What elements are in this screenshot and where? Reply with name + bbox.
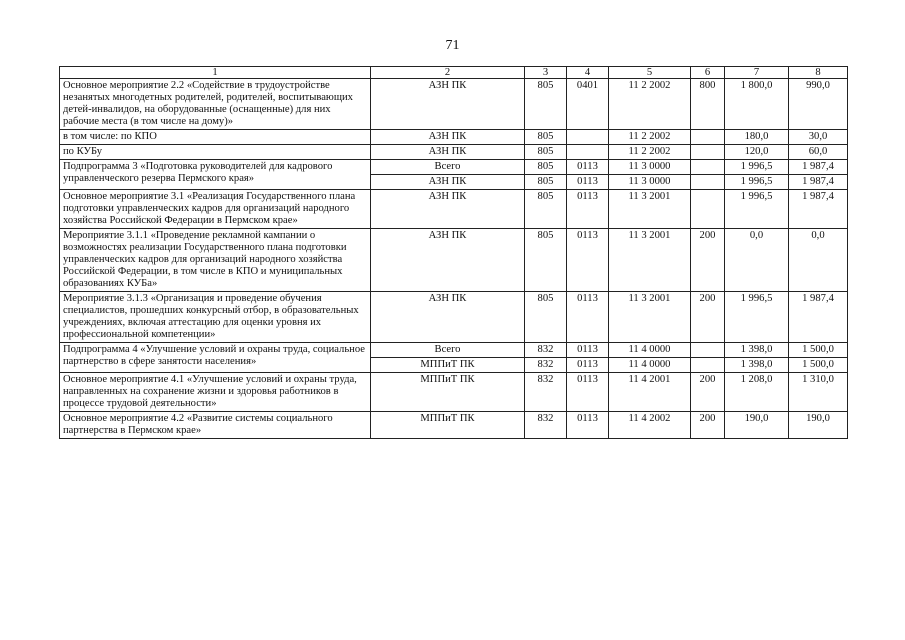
section-code-cell: 0113 — [567, 343, 609, 358]
target-item-cell: 11 4 0000 — [609, 358, 691, 373]
administrator-cell: АЗН ПК — [371, 130, 525, 145]
grbs-code-cell: 832 — [525, 343, 567, 358]
target-item-cell: 11 3 2001 — [609, 292, 691, 343]
table-body — [60, 79, 848, 439]
administrator-cell: АЗН ПК — [371, 190, 525, 229]
grbs-code-cell: 805 — [525, 292, 567, 343]
expense-type-cell — [691, 160, 725, 175]
header-cell: 6 — [691, 67, 725, 79]
amount-year1-cell: 180,0 — [725, 130, 789, 145]
grbs-code-cell: 832 — [525, 412, 567, 439]
amount-year2-cell: 990,0 — [789, 79, 848, 130]
expense-type-cell: 800 — [691, 79, 725, 130]
administrator-cell: АЗН ПК — [371, 79, 525, 130]
amount-year1-cell: 1 208,0 — [725, 373, 789, 412]
grbs-code-cell: 805 — [525, 175, 567, 190]
expense-type-cell — [691, 145, 725, 160]
target-item-cell: 11 4 2001 — [609, 373, 691, 412]
expense-type-cell: 200 — [691, 373, 725, 412]
target-item-cell: 11 2 2002 — [609, 130, 691, 145]
amount-year1-cell: 1 398,0 — [725, 358, 789, 373]
expense-type-cell: 200 — [691, 412, 725, 439]
amount-year1-cell: 120,0 — [725, 145, 789, 160]
amount-year1-cell: 190,0 — [725, 412, 789, 439]
section-code-cell: 0113 — [567, 292, 609, 343]
amount-year1-cell: 1 996,5 — [725, 190, 789, 229]
expense-type-cell — [691, 130, 725, 145]
target-item-cell: 11 4 0000 — [609, 343, 691, 358]
measure-name-cell: Мероприятие 3.1.3 «Организация и проведение обучения специалистов, прошедших конкурсный отбор, в образовательных учреждениях, включая аттестацию для оценки уровня их профессиональной компетенции» — [60, 292, 371, 343]
expense-type-cell: 200 — [691, 292, 725, 343]
measure-name-cell: Основное мероприятие 4.2 «Развитие системы социального партнерства в Пермском крае» — [60, 412, 371, 439]
table-row — [60, 412, 848, 439]
amount-year1-cell: 1 398,0 — [725, 343, 789, 358]
expense-type-cell — [691, 175, 725, 190]
grbs-code-cell: 805 — [525, 145, 567, 160]
amount-year2-cell: 190,0 — [789, 412, 848, 439]
table-row — [60, 343, 848, 358]
budget-table — [59, 66, 848, 439]
header-cell: 8 — [789, 67, 848, 79]
amount-year1-cell: 1 996,5 — [725, 160, 789, 175]
amount-year2-cell: 1 987,4 — [789, 190, 848, 229]
amount-year2-cell: 1 310,0 — [789, 373, 848, 412]
administrator-cell: АЗН ПК — [371, 145, 525, 160]
target-item-cell: 11 4 2002 — [609, 412, 691, 439]
grbs-code-cell: 805 — [525, 79, 567, 130]
grbs-code-cell: 832 — [525, 358, 567, 373]
administrator-cell: АЗН ПК — [371, 175, 525, 190]
section-code-cell: 0113 — [567, 190, 609, 229]
administrator-cell: МППиТ ПК — [371, 412, 525, 439]
table-row — [60, 160, 848, 175]
section-code-cell — [567, 130, 609, 145]
section-code-cell: 0113 — [567, 160, 609, 175]
administrator-cell: АЗН ПК — [371, 292, 525, 343]
measure-name-cell: Мероприятие 3.1.1 «Проведение рекламной кампании о возможностях реализации Государственного плана подготовки управленческих кадров для организаций народного хозяйства Российской Федерации, в том числе в КПО и муниципальных образованиях КУБа» — [60, 229, 371, 292]
administrator-cell: Всего — [371, 160, 525, 175]
target-item-cell: 11 2 2002 — [609, 145, 691, 160]
target-item-cell: 11 3 2001 — [609, 229, 691, 292]
expense-type-cell — [691, 358, 725, 373]
amount-year1-cell: 1 800,0 — [725, 79, 789, 130]
amount-year2-cell: 1 987,4 — [789, 160, 848, 175]
measure-name-cell: Подпрограмма 3 «Подготовка руководителей для кадрового управленческого резерва Пермского края» — [60, 160, 371, 190]
section-code-cell: 0113 — [567, 412, 609, 439]
table-row — [60, 229, 848, 292]
administrator-cell: МППиТ ПК — [371, 373, 525, 412]
measure-name-cell: Основное мероприятие 4.1 «Улучшение условий и охраны труда, направленных на сохранение жизни и здоровья работников в процессе трудовой деятельности» — [60, 373, 371, 412]
section-code-cell: 0113 — [567, 229, 609, 292]
grbs-code-cell: 805 — [525, 130, 567, 145]
table-row — [60, 373, 848, 412]
amount-year2-cell: 1 500,0 — [789, 358, 848, 373]
table-row — [60, 190, 848, 229]
amount-year2-cell: 0,0 — [789, 229, 848, 292]
expense-type-cell — [691, 190, 725, 229]
target-item-cell: 11 3 0000 — [609, 175, 691, 190]
target-item-cell: 11 3 2001 — [609, 190, 691, 229]
expense-type-cell: 200 — [691, 229, 725, 292]
grbs-code-cell: 805 — [525, 229, 567, 292]
section-code-cell — [567, 145, 609, 160]
table-row — [60, 292, 848, 343]
administrator-cell: Всего — [371, 343, 525, 358]
amount-year1-cell: 1 996,5 — [725, 292, 789, 343]
measure-name-cell: Основное мероприятие 3.1 «Реализация Государственного плана подготовки управленческих кадров для организаций народного хозяйства Российской Федерации в Пермском крае» — [60, 190, 371, 229]
section-code-cell: 0113 — [567, 373, 609, 412]
header-cell: 1 — [60, 67, 371, 79]
measure-name-cell: Основное мероприятие 2.2 «Содействие в трудоустройстве незанятых многодетных родителей, родителей, воспитывающих детей-инвалидов, на оборудованные (оснащенные) для них рабочие места (в том числе на дому)» — [60, 79, 371, 130]
section-code-cell: 0113 — [567, 358, 609, 373]
expense-type-cell — [691, 343, 725, 358]
measure-name-cell: по КУБу — [60, 145, 371, 160]
amount-year2-cell: 1 987,4 — [789, 175, 848, 190]
amount-year2-cell: 1 987,4 — [789, 292, 848, 343]
measure-name-cell: Подпрограмма 4 «Улучшение условий и охраны труда, социальное партнерство в сфере занятости населения» — [60, 343, 371, 373]
table-row — [60, 145, 848, 160]
table-row — [60, 79, 848, 130]
amount-year1-cell: 0,0 — [725, 229, 789, 292]
header-cell: 4 — [567, 67, 609, 79]
administrator-cell: АЗН ПК — [371, 229, 525, 292]
page-number: 71 — [445, 38, 460, 53]
header-cell: 5 — [609, 67, 691, 79]
target-item-cell: 11 2 2002 — [609, 79, 691, 130]
grbs-code-cell: 832 — [525, 373, 567, 412]
amount-year1-cell: 1 996,5 — [725, 175, 789, 190]
header-cell: 3 — [525, 67, 567, 79]
grbs-code-cell: 805 — [525, 160, 567, 175]
measure-name-cell: в том числе: по КПО — [60, 130, 371, 145]
grbs-code-cell: 805 — [525, 190, 567, 229]
target-item-cell: 11 3 0000 — [609, 160, 691, 175]
amount-year2-cell: 60,0 — [789, 145, 848, 160]
table-row — [60, 130, 848, 145]
header-cell: 7 — [725, 67, 789, 79]
section-code-cell: 0401 — [567, 79, 609, 130]
header-row — [60, 67, 848, 79]
amount-year2-cell: 30,0 — [789, 130, 848, 145]
section-code-cell: 0113 — [567, 175, 609, 190]
administrator-cell: МППиТ ПК — [371, 358, 525, 373]
header-cell: 2 — [371, 67, 525, 79]
amount-year2-cell: 1 500,0 — [789, 343, 848, 358]
